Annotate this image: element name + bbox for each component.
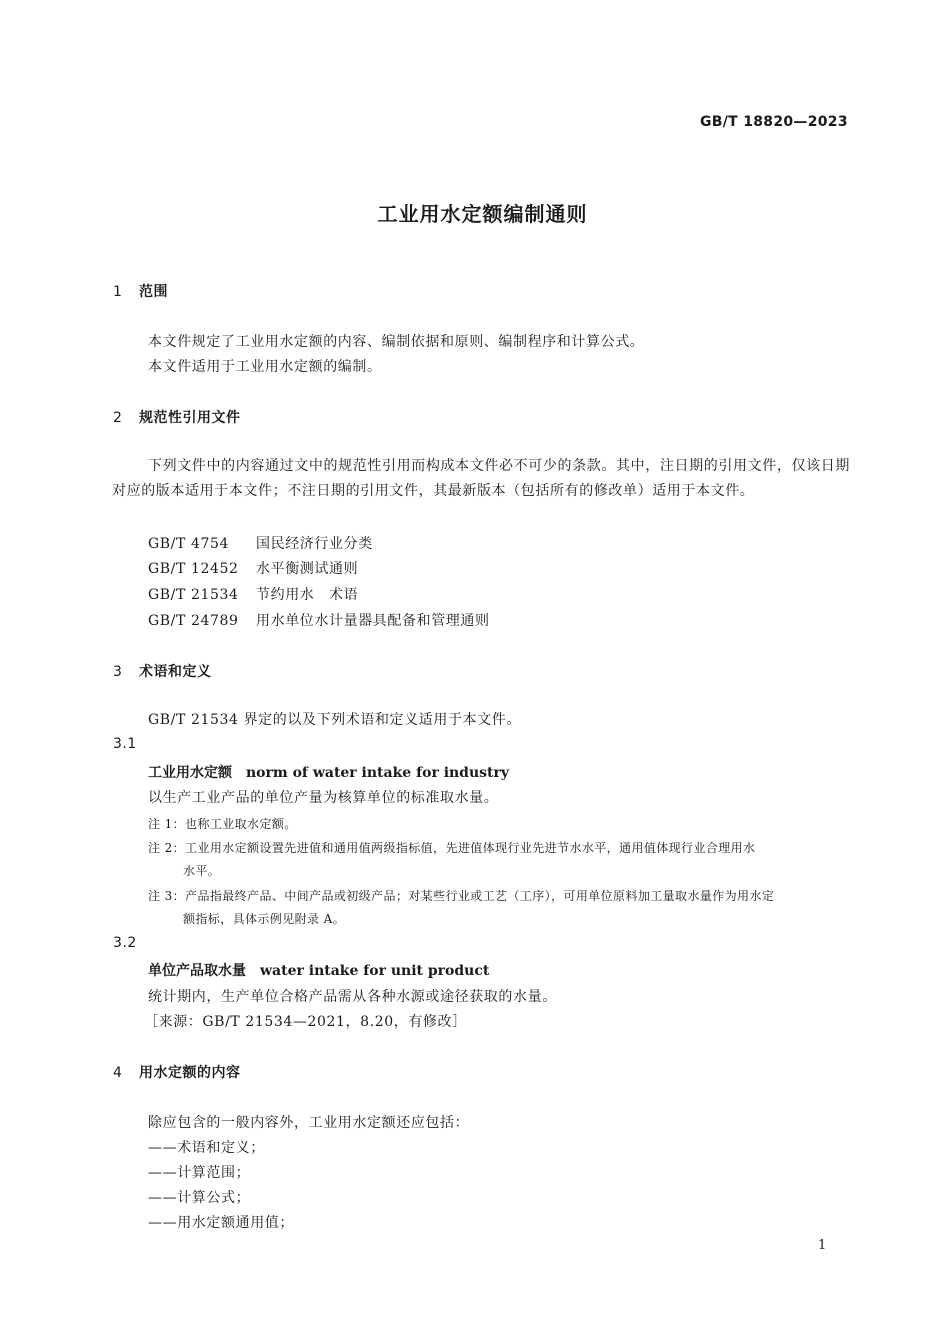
note: 注 2：工业用水定额设置先进值和通用值两级指标值，先进值体现行业先进节水水平，通用值体现行业合理用水 — [148, 841, 756, 855]
reference-item — [148, 558, 358, 578]
reference-title: 用水单位水计量器具配备和管理通则 — [256, 613, 490, 629]
reference-title: 节约用水 术语 — [256, 587, 359, 603]
standard-id: GB/T 18820—2023 — [700, 114, 848, 130]
section-number: 1 — [113, 284, 123, 300]
list-item: ——术语和定义； — [148, 1140, 265, 1156]
reference-code: GB/T 21534 — [148, 587, 239, 603]
term-chinese: 单位产品取水量 — [148, 963, 246, 979]
reference-item — [148, 584, 358, 604]
term-definition: 以生产工业产品的单位产量为核算单位的标准取水量。 — [148, 790, 499, 806]
paragraph: 本文件适用于工业用水定额的编制。 — [148, 359, 382, 375]
paragraph: 本文件规定了工业用水定额的内容、编制依据和原则、编制程序和计算公式。 — [148, 334, 645, 350]
document-title: 工业用水定额编制通则 — [377, 202, 588, 226]
list-item: ——用水定额通用值； — [148, 1215, 294, 1231]
section-4-heading — [113, 1062, 241, 1082]
page-number: 1 — [818, 1238, 827, 1253]
section-title: 规范性引用文件 — [139, 410, 241, 426]
reference-title: 水平衡测试通则 — [256, 561, 359, 577]
term-entry — [148, 960, 489, 980]
reference-title: 国民经济行业分类 — [256, 536, 373, 552]
paragraph: GB/T 21534 界定的以及下列术语和定义适用于本文件。 — [148, 712, 521, 728]
section-number: 3 — [113, 664, 123, 680]
reference-code: GB/T 12452 — [148, 561, 239, 577]
section-title: 术语和定义 — [139, 664, 212, 680]
reference-code: GB/T 4754 — [148, 536, 230, 552]
reference-item — [148, 610, 490, 630]
term-entry — [148, 762, 509, 782]
section-number: 2 — [113, 410, 123, 426]
term-english: water intake for unit product — [260, 963, 490, 979]
note: 注 3：产品指最终产品、中间产品或初级产品；对某些行业或工艺（工序），可用单位原料加工量取水量作为用水定 — [148, 889, 775, 903]
section-title: 用水定额的内容 — [139, 1065, 241, 1081]
paragraph: 除应包含的一般内容外，工业用水定额还应包括： — [148, 1115, 470, 1131]
reference-item — [148, 533, 373, 553]
term-english: norm of water intake for industry — [246, 765, 510, 781]
note: 注 1：也称工业取水定额。 — [148, 817, 297, 831]
section-1-heading — [113, 281, 168, 301]
section-3-heading — [113, 661, 212, 681]
note-continuation: 水平。 — [183, 864, 221, 878]
paragraph: 下列文件中的内容通过文中的规范性引用而构成本文件必不可少的条款。其中，注日期的引用文件，仅该日期对应的版本适用于本文件；不注日期的引用文件，其最新版本（包括所有的修改单）适用于本文件。 — [112, 458, 850, 499]
term-number: 3.1 — [113, 736, 137, 752]
reference-code: GB/T 24789 — [148, 613, 239, 629]
term-definition: 统计期内，生产单位合格产品需从各种水源或途径获取的水量。 — [148, 989, 557, 1005]
source-note: ［来源：GB/T 21534—2021，8.20，有修改］ — [144, 1014, 467, 1030]
note-continuation: 额指标，具体示例见附录 A。 — [183, 912, 346, 926]
list-item: ——计算范围； — [148, 1165, 251, 1181]
list-item: ——计算公式； — [148, 1190, 251, 1206]
section-title: 范围 — [139, 284, 168, 300]
term-chinese: 工业用水定额 — [148, 765, 232, 781]
section-number: 4 — [113, 1065, 123, 1081]
term-number: 3.2 — [113, 935, 137, 951]
section-2-heading — [113, 407, 241, 427]
